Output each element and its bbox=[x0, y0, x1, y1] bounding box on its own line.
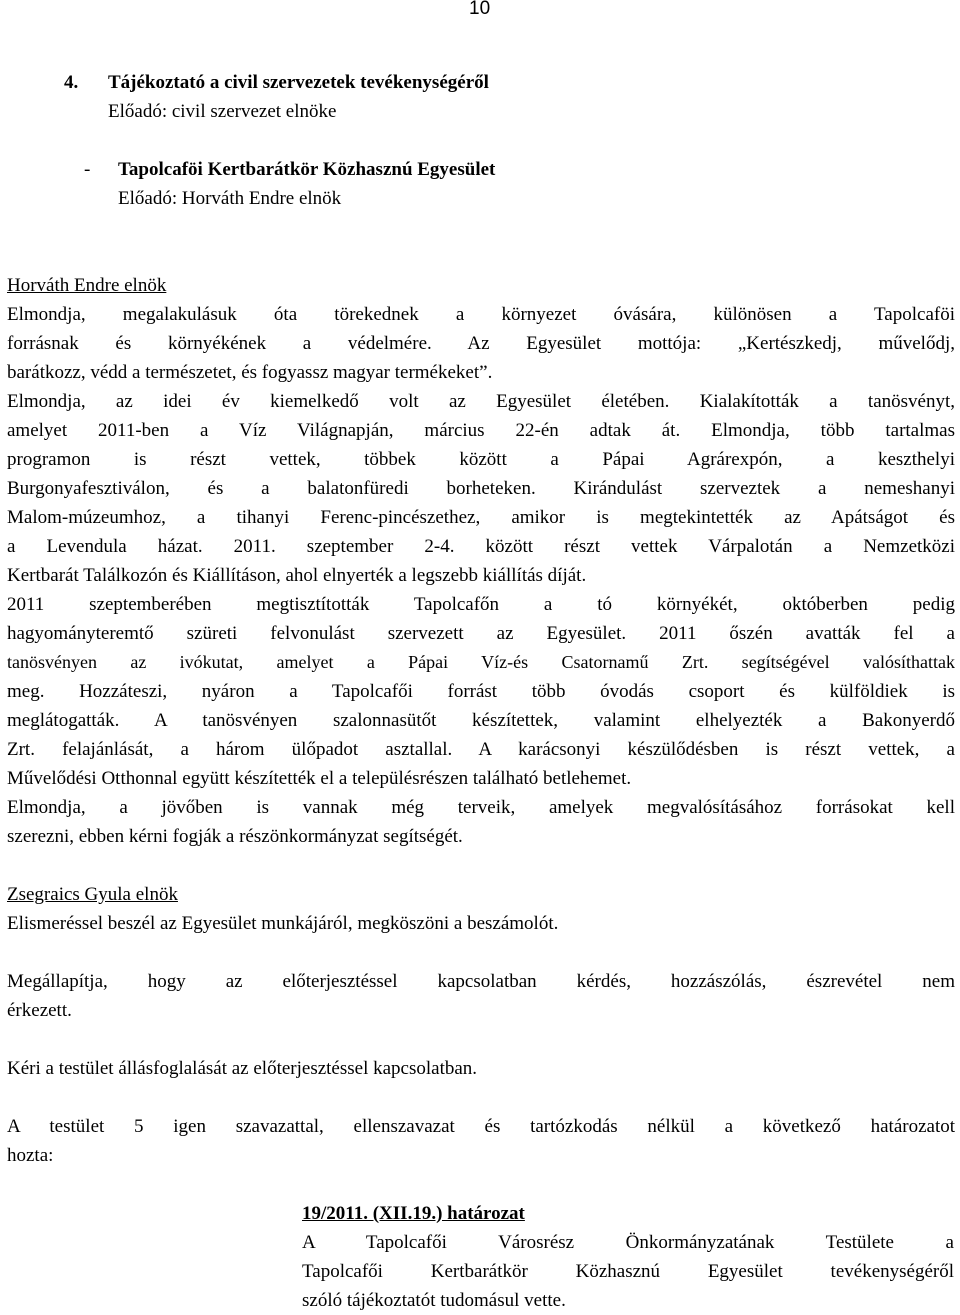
paragraph-line: hagyományteremtő szüreti felvonulást szervezett az Egyesület. 2011 őszén avatták fel a bbox=[7, 623, 955, 644]
paragraph-line: a Levendula házat. 2011. szeptember 2-4. között részt vettek Várpalotán a Nemzetközi bbox=[7, 536, 955, 557]
speaker-name: Horváth Endre elnök bbox=[7, 275, 167, 296]
findings-line: Megállapítja, hogy az előterjesztéssel kapcsolatban kérdés, hozzászólás, észrevétel nem bbox=[7, 971, 955, 992]
paragraph-line: Elmondja, a jövőben is vannak még terveik, amelyek megvalósításához forrásokat kell bbox=[7, 797, 955, 818]
paragraph-line: barátkozz, védd a természetet, és fogyassz magyar termékeket”. bbox=[7, 362, 493, 383]
resolution-line: Tapolcafői Kertbarátkör Közhasznú Egyesület tevékenységéről bbox=[302, 1261, 954, 1282]
page-number: 10 bbox=[469, 0, 491, 19]
paragraph-line: Kertbarát Találkozón és Kiállításon, ahol elnyerték a legszebb kiállítás díját. bbox=[7, 565, 587, 586]
paragraph-line: szerezni, ebben kérni fogják a részönkormányzat segítségét. bbox=[7, 826, 463, 847]
speaker-name: Zsegraics Gyula elnök bbox=[7, 884, 178, 905]
resolution-line: A Tapolcafői Városrész Önkormányzatának Testülete a bbox=[302, 1232, 954, 1253]
sub-item-dash: - bbox=[84, 159, 91, 180]
paragraph-line: Művelődési Otthonnal együtt készítették el a településrészen található betlehemet. bbox=[7, 768, 632, 789]
vote-line: hozta: bbox=[7, 1145, 54, 1166]
agenda-number: 4. bbox=[64, 72, 79, 93]
paragraph-line: Zrt. felajánlását, a három ülőpadot asztallal. A karácsonyi készülődésben is részt vettek, a bbox=[7, 739, 955, 760]
paragraph-line: meg. Hozzáteszi, nyáron a Tapolcafői forrást több óvodás csoport és külföldiek is bbox=[7, 681, 955, 702]
agenda-title: Tájékoztató a civil szervezetek tevékenységéről bbox=[108, 72, 489, 93]
paragraph-line: tanösvényen az ivókutat, amelyet a Pápai Víz-és Csatornamű Zrt. segítségével valósíthattak bbox=[7, 652, 955, 672]
sub-item-title: Tapolcaföi Kertbarátkör Közhasznú Egyesület bbox=[118, 159, 496, 180]
paragraph-line: forrásnak és környékének a védelmére. Az Egyesület mottója: „Kertészkedj, művelődj, bbox=[7, 333, 955, 354]
vote-line: A testület 5 igen szavazattal, ellenszavazat és tartózkodás nélkül a következő határozatot bbox=[7, 1116, 955, 1137]
paragraph-line: programon is részt vettek, többek között a Pápai Agrárexpón, a keszthelyi bbox=[7, 449, 955, 470]
paragraph-line: 2011 szeptemberében megtisztították Tapolcafőn a tó környékét, októberben pedig bbox=[7, 594, 955, 615]
paragraph-line: amelyet 2011-ben a Víz Világnapján, március 22-én adtak át. Elmondja, több tartalmas bbox=[7, 420, 955, 441]
paragraph-line: meglátogatták. A tanösvényen szalonnasütőt készítettek, valamint elhelyezték a Bakonyerdő bbox=[7, 710, 955, 731]
paragraph-line: Elismeréssel beszél az Egyesület munkájáról, megköszöni a beszámolót. bbox=[7, 913, 559, 934]
paragraph-line: Burgonyafesztiválon, és a balatonfüredi borheteken. Kirándulást szerveztek a nemeshanyi bbox=[7, 478, 955, 499]
resolution-line: szóló tájékoztatót tudomásul vette. bbox=[302, 1290, 566, 1311]
paragraph-line: Malom-múzeumhoz, a tihanyi Ferenc-pincészethez, amikor is megtekintették az Apátságot és bbox=[7, 507, 955, 528]
paragraph-line: Elmondja, az idei év kiemelkedő volt az Egyesület életében. Kialakították a tanösvényt, bbox=[7, 391, 955, 412]
findings-line: érkezett. bbox=[7, 1000, 72, 1021]
agenda-presenter: Előadó: civil szervezet elnöke bbox=[108, 101, 337, 122]
sub-item-presenter: Előadó: Horváth Endre elnök bbox=[118, 188, 342, 209]
request-text: Kéri a testület állásfoglalását az előterjesztéssel kapcsolatban. bbox=[7, 1058, 478, 1079]
resolution-number: 19/2011. (XII.19.) határozat bbox=[302, 1203, 525, 1224]
paragraph-line: Elmondja, megalakulásuk óta törekednek a környezet óvására, különösen a Tapolcaföi bbox=[7, 304, 955, 325]
